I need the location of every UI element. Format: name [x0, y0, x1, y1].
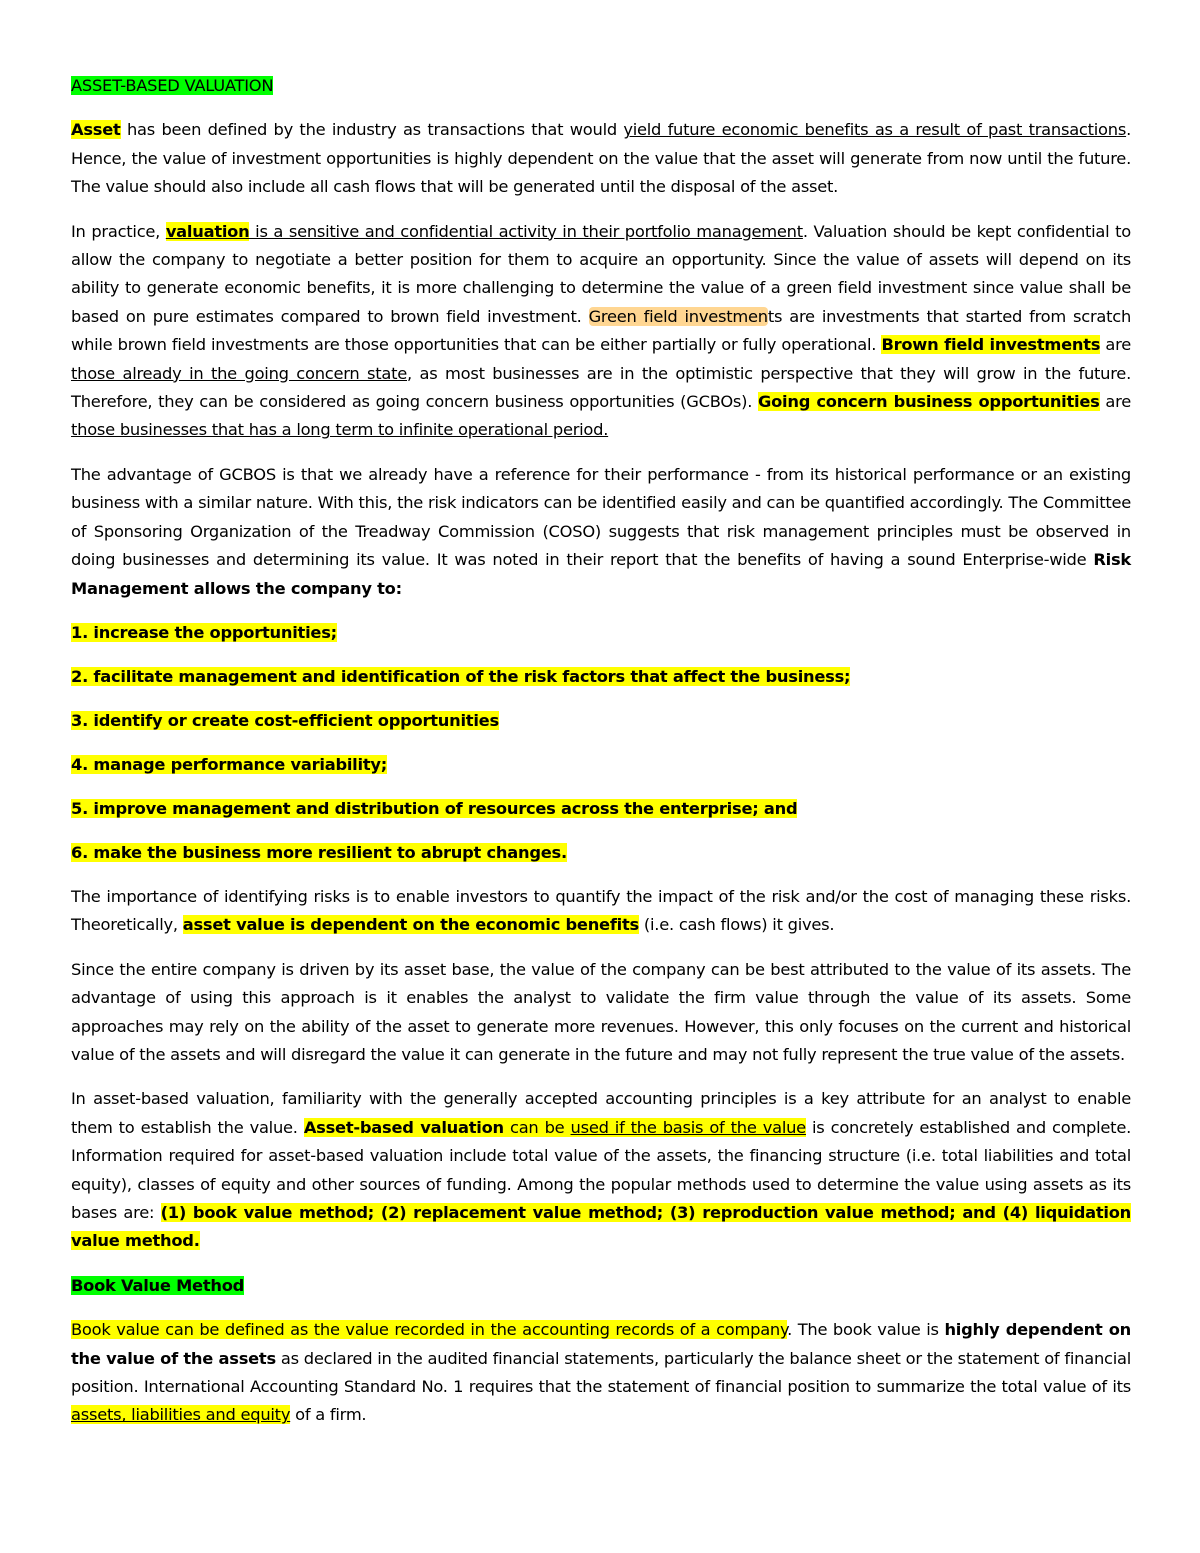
text-run: . The book value is: [787, 1320, 945, 1340]
underlined-text: those already in the going concern state: [71, 363, 408, 383]
list-item-text: 6. make the business more resilient to abrupt changes.: [71, 842, 567, 862]
text-run: are: [1099, 392, 1131, 412]
list-item: [71, 663, 1131, 691]
text-run: . Hence, the value of investment opportunities is highly dependent on the value that the asset will generate from now until the future. The value should also include all cash flows that will be generated until the disposal of the asset.: [71, 120, 1131, 197]
paragraph-practice: [71, 218, 1131, 445]
text-run: are: [1100, 335, 1131, 355]
highlighted-text: asset value is dependent on the economic benefits: [182, 915, 639, 935]
paragraph-asset-base: [71, 956, 1131, 1070]
benefits-list: [71, 619, 1131, 867]
highlighted-underlined-text: used if the basis of the value: [570, 1117, 806, 1137]
highlighted-text: Book value can be defined as the value recorded in the accounting records of a company: [71, 1320, 788, 1340]
bold-text: highly dependent on the value of the assets: [71, 1320, 1132, 1368]
list-item: [71, 751, 1131, 779]
text-run: In asset-based valuation, familiarity with the generally accepted accounting principles is a key attribute for an analyst to enable them to establish the value.: [71, 1089, 1131, 1137]
text-run: is concretely established and complete. Information required for asset-based valuation include total value of the assets, the financing structure (i.e. total liabilities and total equity), classes of equity and other sources of funding. Among the popular methods used to determine the value using assets as its bases are:: [71, 1117, 1132, 1222]
text-run: (i.e. cash flows) it gives.: [639, 915, 835, 935]
bold-text: Risk Management allows the company to:: [71, 550, 1131, 598]
text-run: The importance of identifying risks is to enable investors to quantify the impact of the risk and/or the cost of managing these risks. Theoretically,: [71, 886, 1131, 935]
highlighted-text: Asset-based valuation: [303, 1117, 504, 1137]
underlined-text: yield future economic benefits as a result of past transactions: [623, 120, 1127, 140]
paragraph-asset-definition: [71, 116, 1131, 201]
document-heading: [71, 72, 1131, 100]
heading-text: ASSET-BASED VALUATION: [71, 76, 274, 95]
highlighted-methods: (1) book value method; (2) replacement value method; (3) reproduction value method; and (4) liquidation value method.: [71, 1202, 1131, 1251]
list-item: [71, 619, 1131, 647]
paragraph-gcbos-advantage: [71, 461, 1131, 603]
underlined-text: those businesses that has a long term to infinite operational period.: [71, 420, 609, 440]
term-brown-field: Brown field investments: [881, 335, 1101, 355]
paragraph-risk-importance: [71, 883, 1131, 940]
paragraph-book-value: [71, 1316, 1131, 1430]
pen-highlight-green-field: Green field investmen: [588, 306, 768, 326]
text-run: ts are investments that started from scratch while brown field investments are those opportunities that can be either partially or fully operational.: [71, 306, 1132, 355]
text-run: of a firm.: [290, 1405, 367, 1425]
text-run: Since the entire company is driven by its asset base, the value of the company can be best attributed to the value of its assets. The advantage of using this approach is it enables the analyst to validate the firm value through the value of its assets. Some approaches may rely on the ability of the asset to generate more revenues. However, this only focuses on the current and historical value of the assets and will disregard the value it can generate in the future and may not fully represent the true value of the assets.: [71, 959, 1131, 1064]
text-run: as declared in the audited financial statements, particularly the balance sheet or the statement of financial position. International Accounting Standard No. 1 requires that the statement of financial position to summarize the total value of its: [71, 1348, 1131, 1396]
text-run: . Valuation should be kept confidential to allow the company to negotiate a better position for them to acquire an opportunity. Since the value of assets will depend on its ability to generate economic benefits, it is more challenging to determine the value of a green field investment since value shall be based on pure estimates compared to brown field investment.: [71, 221, 1131, 326]
list-item-text: 4. manage performance variability;: [71, 754, 388, 774]
term-gcbo: Going concern business opportunities: [757, 392, 1100, 412]
highlighted-underlined-text: assets, liabilities and equity: [71, 1405, 291, 1425]
text-run: , as most businesses are in the optimistic perspective that they will grow in the future. Therefore, they can be considered as going concern business opportunities (GCBOs).: [71, 363, 1131, 412]
highlighted-text: can be: [503, 1117, 571, 1137]
term-asset: Asset: [71, 120, 121, 140]
list-item-text: 3. identify or create cost-efficient opportunities: [71, 710, 499, 730]
list-item-text: 2. facilitate management and identification of the risk factors that affect the business;: [71, 666, 851, 686]
list-item: [71, 839, 1131, 867]
list-item-text: 5. improve management and distribution of resources across the enterprise; and: [71, 798, 798, 818]
section-heading-text: Book Value Method: [71, 1275, 245, 1295]
list-item-text: 1. increase the opportunities;: [71, 622, 337, 642]
underlined-text: is a sensitive and confidential activity in their portfolio management: [249, 221, 803, 241]
text-run: In practice,: [71, 221, 166, 241]
text-run: The advantage of GCBOS is that we already have a reference for their performance - from its historical performance or an existing business with a similar nature. With this, the risk indicators can be identified easily and can be quantified accordingly. The Committee of Sponsoring Organization of the Treadway Commission (COSO) suggests that risk management principles must be observed in doing businesses and determining its value. It was noted in their report that the benefits of having a sound Enterprise-wide: [71, 464, 1131, 570]
list-item: [71, 795, 1131, 823]
term-valuation: valuation: [165, 221, 250, 241]
list-item: [71, 707, 1131, 735]
document-page: [71, 72, 1131, 1446]
text-run: has been defined by the industry as transactions that would: [120, 120, 624, 140]
paragraph-asset-based-valuation: [71, 1085, 1131, 1255]
section-heading-book-value: [71, 1272, 1131, 1300]
